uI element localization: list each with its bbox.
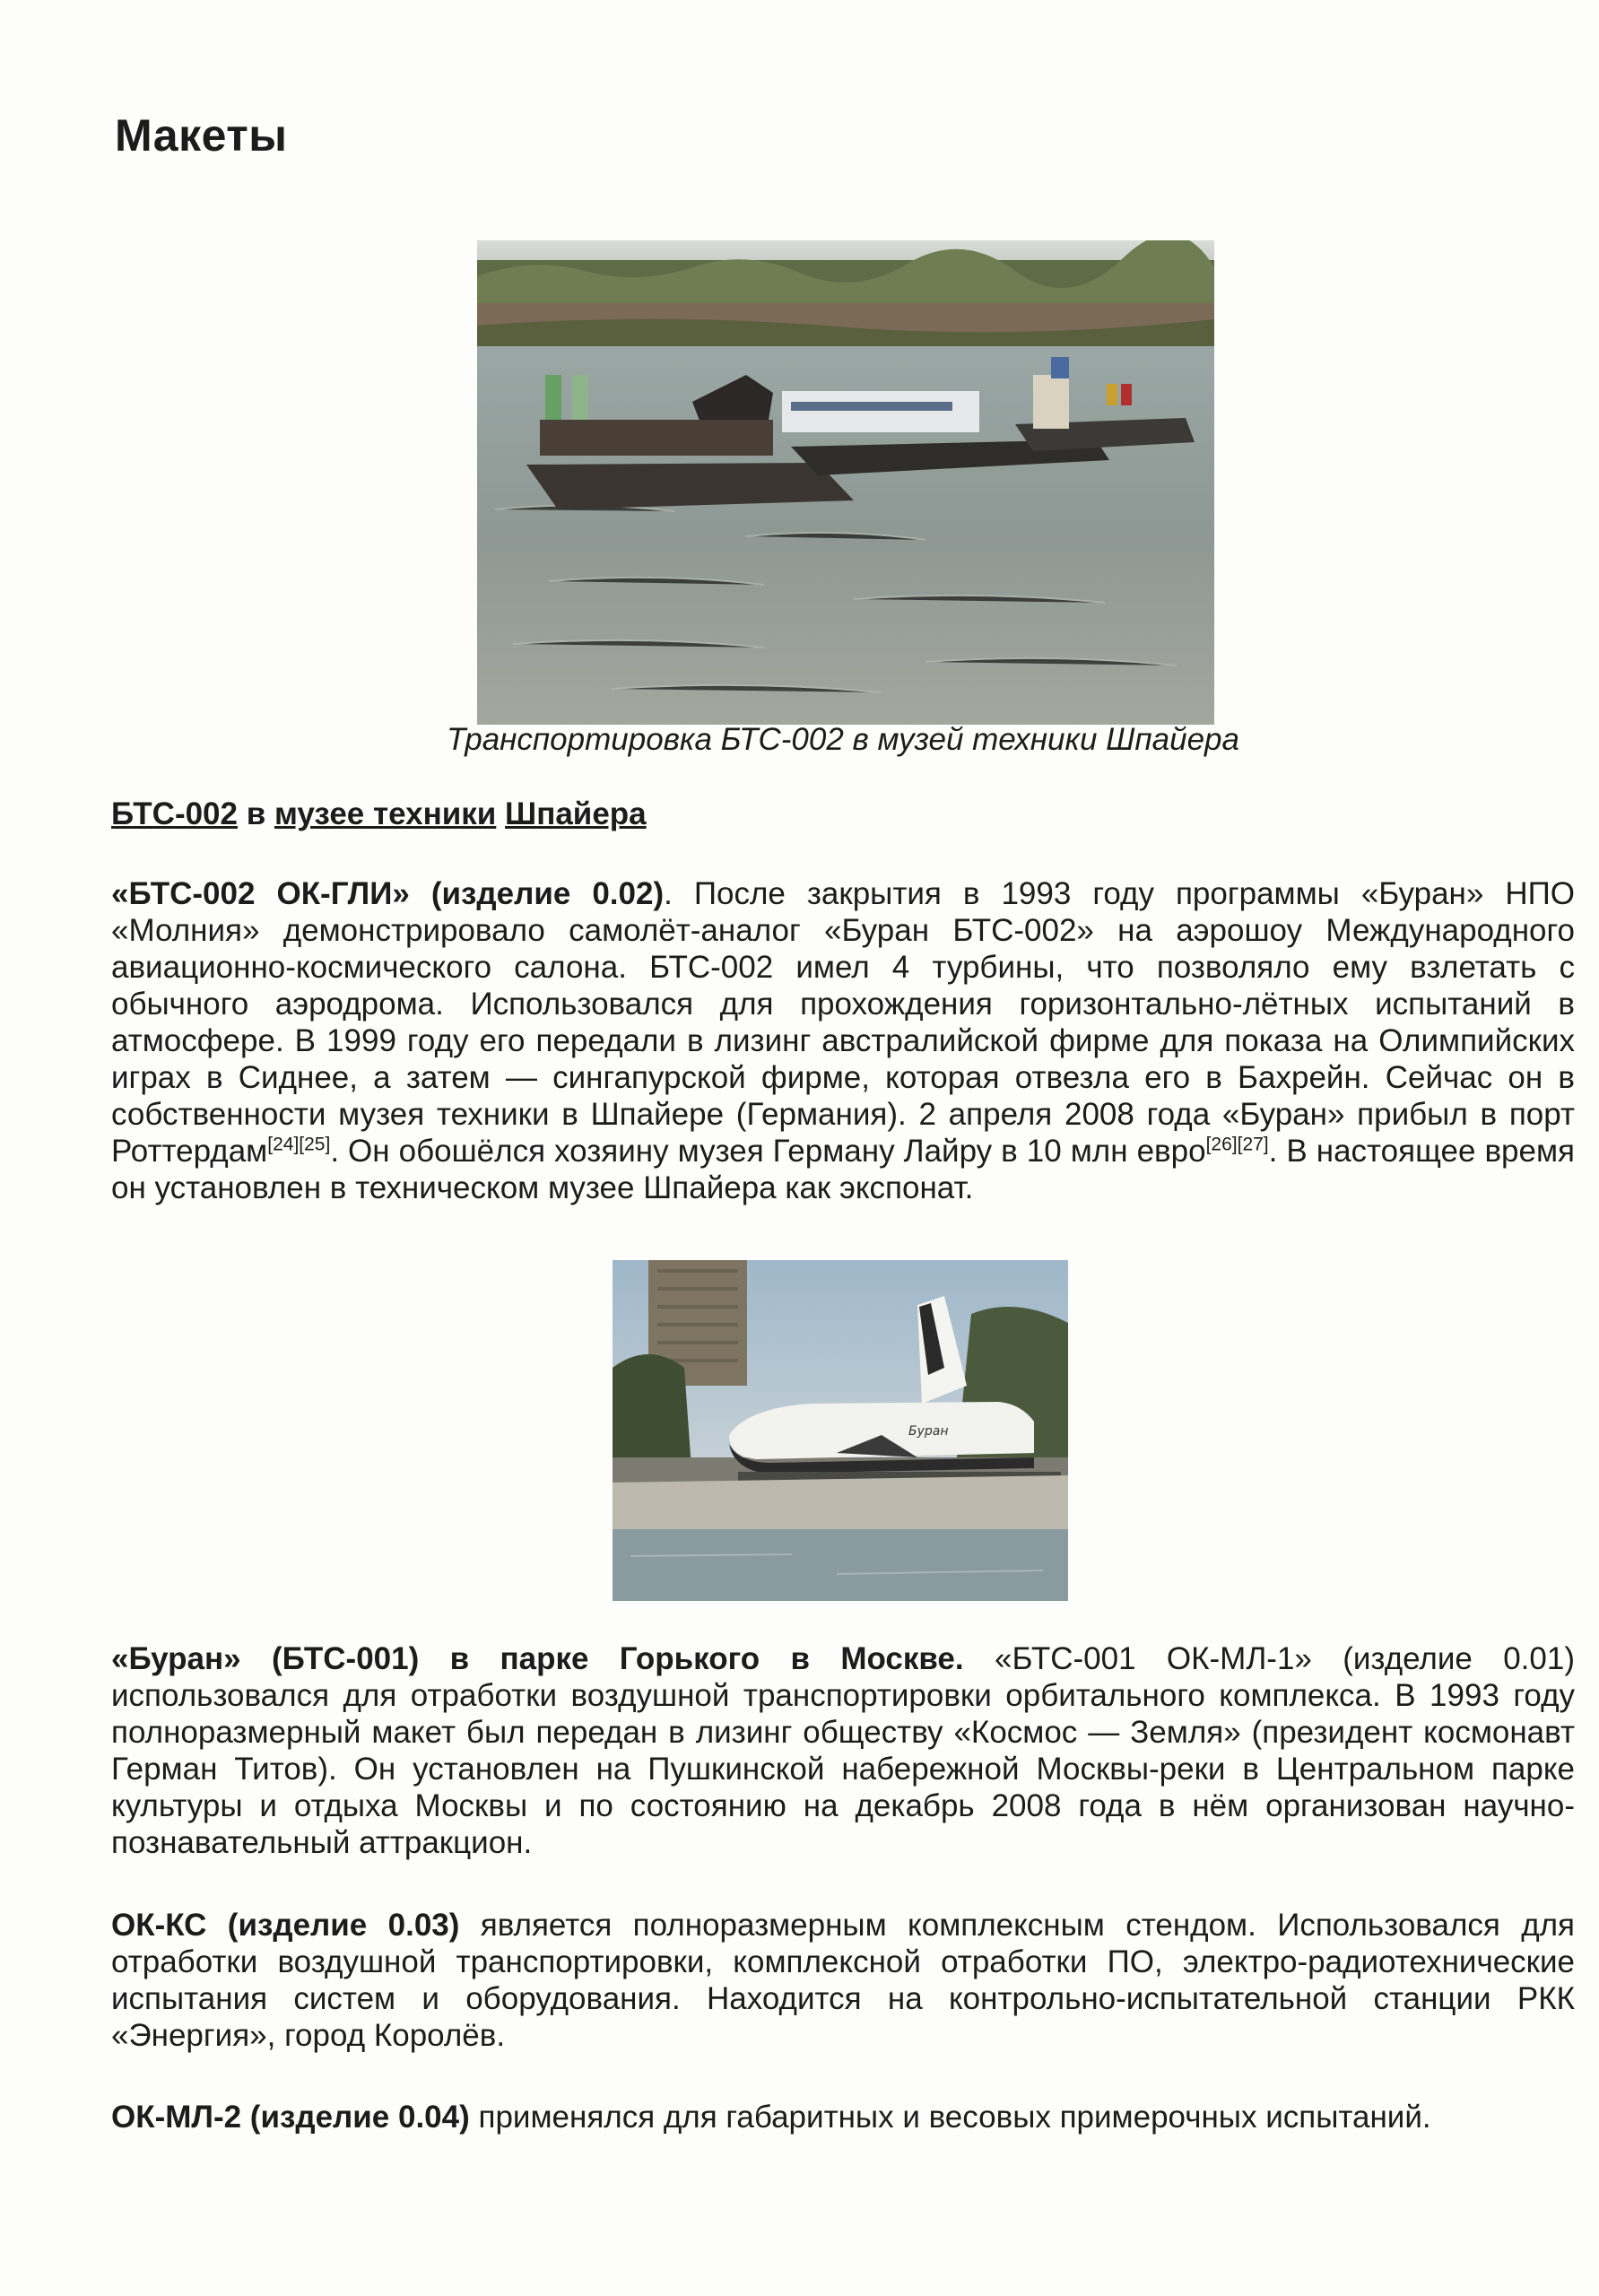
section-subheading xyxy=(111,796,647,832)
buran-gorky-park-photo xyxy=(613,1260,1068,1601)
paragraph-bts002-text3: . В настоящее время он установлен в техническом музее Шпайера как экспонат. xyxy=(111,1134,1575,1205)
barge-photo-icon xyxy=(477,240,1214,725)
paragraph-bts002-text2: . Он обошёлся хозяину музея Герману Лайру в 10 млн евро xyxy=(330,1134,1206,1169)
reference-24-25[interactable]: [24][25] xyxy=(267,1134,331,1155)
paragraph-okml2-text: применялся для габаритных и весовых примерочных испытаний. xyxy=(469,2100,1431,2135)
page-title: Макеты xyxy=(115,110,288,161)
paragraph-okml2-bold: ОК-МЛ-2 (изделие 0.04) xyxy=(111,2100,470,2135)
subhead-link-bts002[interactable]: БТС-002 xyxy=(111,796,238,831)
paragraph-okks-bold: ОК-КС (изделие 0.03) xyxy=(111,1908,460,1943)
paragraph-bts001-text: «БТС-001 ОК-МЛ-1» (изделие 0.01) использовался для отработки воздушной транспортировки орбитального комплекса. В 1993 году полноразмерный макет был передан в лизинг обществу «Космос — Земля» (президент космонавт Герман Титов). Он установлен на Пушкинской набережной Москвы-реки в Центральном парке культуры и отдыха Москвы и по состоянию на декабрь 2008 года в нём организован научно-познавательный аттракцион. xyxy=(111,1641,1575,1860)
paragraph-okml2 xyxy=(111,2099,1575,2135)
subhead-space xyxy=(496,796,505,831)
photo1-caption: Транспортировка БТС-002 в музей техники Шпайера xyxy=(447,722,1239,757)
shuttle-label: Буран xyxy=(908,1424,949,1439)
paragraph-bts002-text1: . После закрытия в 1993 году программы «Буран» НПО «Молния» демонстрировало самолёт-аналог «Буран БТС-002» на аэрошоу Международного авиационно-космического салона. БТС-002 имел 4 турбины, что позволяло ему взлетать с обычного аэродрома. Использовался для прохождения горизонтально-лётных испытаний в атмосфере. В 1999 году его передали в лизинг австралийской фирме для показа на Олимпийских играх в Сиднее, а затем — сингапурской фирме, которая отвезла его в Бахрейн. Сейчас он в собственности музея техники в Шпайере (Германия). 2 апреля 2008 года «Буран» прибыл в порт Роттердам xyxy=(111,876,1576,1169)
shuttle-photo-icon xyxy=(613,1260,1068,1601)
paragraph-bts002 xyxy=(111,875,1575,1206)
subhead-link-museum[interactable]: музее техники xyxy=(274,796,497,831)
paragraph-okks-text: является полноразмерным комплексным стендом. Использовался для отработки воздушной транспортировки, комплексной отработки ПО, электро-радиотехнические испытания систем и оборудования. Находится на контрольно-испытательной станции РКК «Энергия», город Королёв. xyxy=(111,1908,1575,2053)
subhead-text: в xyxy=(238,796,274,831)
reference-26-27[interactable]: [26][27] xyxy=(1205,1134,1269,1155)
subhead-link-speyer[interactable]: Шпайера xyxy=(505,796,647,831)
paragraph-bts001-bold: «Буран» (БТС-001) в парке Горького в Москве. xyxy=(111,1641,964,1676)
paragraph-okks xyxy=(111,1907,1575,2054)
paragraph-bts002-bold: «БТС-002 ОК-ГЛИ» (изделие 0.02) xyxy=(111,876,665,911)
barge-transport-photo xyxy=(477,240,1214,725)
paragraph-bts001 xyxy=(111,1640,1575,1861)
